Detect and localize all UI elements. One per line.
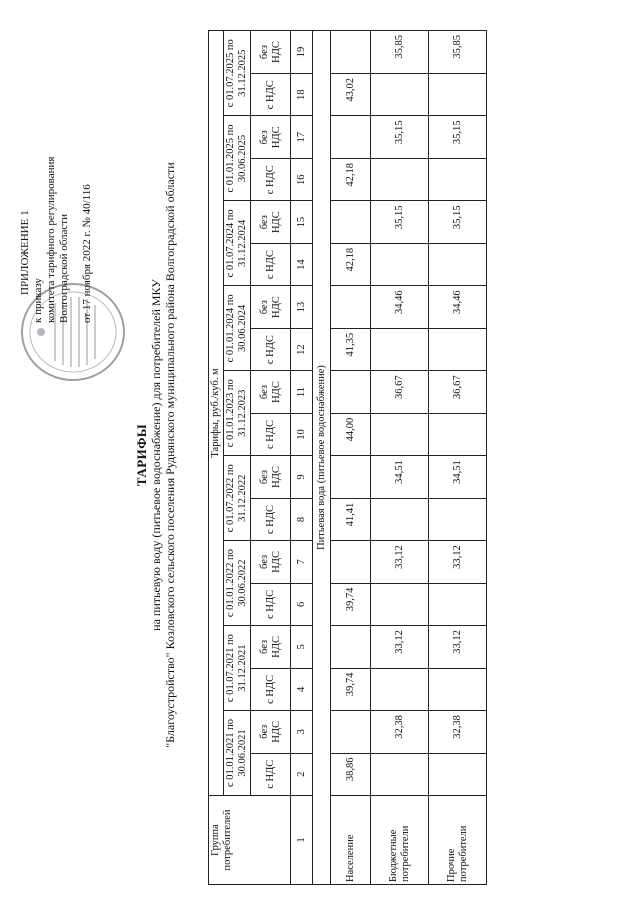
- table-cell: 33,12: [371, 541, 429, 583]
- table-cell: [331, 116, 371, 158]
- group-header: Группа потребителей: [209, 796, 291, 885]
- vat-without-header: без НДС: [251, 31, 291, 74]
- column-number: 17: [291, 116, 313, 158]
- period-header: с 01.01.2022 по 30.06.2022: [224, 541, 251, 626]
- appendix-committee: комитета тарифного регулирования: [45, 156, 57, 323]
- column-number: 7: [291, 541, 313, 583]
- table-cell: 33,12: [429, 626, 487, 668]
- table-cell: 35,85: [371, 31, 429, 74]
- title-heading: ТАРИФЫ: [134, 423, 149, 487]
- header-row-vat: [251, 31, 291, 885]
- period-header: с 01.01.2025 по 30.06.2025: [224, 116, 251, 201]
- table-cell: [371, 753, 429, 795]
- table-cell: 34,46: [371, 286, 429, 328]
- table-cell: [371, 328, 429, 370]
- period-header: с 01.07.2025 по 31.12.2025: [224, 31, 251, 117]
- table-cell: [331, 456, 371, 498]
- table-cell: 34,51: [429, 456, 487, 498]
- row-label: Прочие потребители: [429, 796, 487, 885]
- appendix-reference: [19, 123, 94, 383]
- vat-without-header: без НДС: [251, 371, 291, 413]
- table-cell: [331, 711, 371, 753]
- table-cell: 35,85: [429, 31, 487, 74]
- table-cell: 36,67: [371, 371, 429, 413]
- column-number: 15: [291, 201, 313, 243]
- document-page: [5, 15, 635, 895]
- table-cell: [429, 74, 487, 116]
- table-cell: [371, 668, 429, 710]
- title-line-2: на питьевую воду (питьевое водоснабжение) для потребителей МКУ: [149, 279, 163, 631]
- table-cell: [429, 413, 487, 455]
- appendix-title: ПРИЛОЖЕНИЕ 1: [19, 210, 31, 295]
- title-line-3: "Благоустройство" Козловского сельского поселения Руднянского муниципального района Волгоградской области: [163, 162, 177, 748]
- period-header: с 01.01.2024 по 30.06.2024: [224, 286, 251, 371]
- period-header: с 01.07.2022 по 31.12.2022: [224, 456, 251, 541]
- table-cell: [429, 583, 487, 625]
- vat-without-header: без НДС: [251, 626, 291, 668]
- table-cell: 36,67: [429, 371, 487, 413]
- table-cell: 39,74: [331, 668, 371, 710]
- column-number: 4: [291, 668, 313, 710]
- table-cell: [331, 541, 371, 583]
- vat-with-header: с НДС: [251, 498, 291, 540]
- table-cell: 35,15: [371, 116, 429, 158]
- table-cell: 33,12: [371, 626, 429, 668]
- table-cell: 41,35: [331, 328, 371, 370]
- table-cell: 35,15: [371, 201, 429, 243]
- vat-without-header: без НДС: [251, 116, 291, 158]
- table-cell: [429, 243, 487, 285]
- table-row: [371, 31, 429, 885]
- column-number: 19: [291, 31, 313, 74]
- period-header: с 01.07.2021 по 31.12.2021: [224, 626, 251, 711]
- table-cell: [331, 626, 371, 668]
- column-number: 16: [291, 158, 313, 200]
- column-number: 3: [291, 711, 313, 753]
- period-header: с 01.01.2023 по 31.12.2023: [224, 371, 251, 456]
- column-number: 14: [291, 243, 313, 285]
- column-number: 10: [291, 413, 313, 455]
- vat-without-header: без НДС: [251, 456, 291, 498]
- vat-with-header: с НДС: [251, 243, 291, 285]
- column-number: 1: [291, 796, 313, 885]
- vat-with-header: с НДС: [251, 753, 291, 795]
- table-cell: [429, 328, 487, 370]
- table-cell: 32,38: [371, 711, 429, 753]
- table-cell: [371, 498, 429, 540]
- table-row: [429, 31, 487, 885]
- column-number: 12: [291, 328, 313, 370]
- table-cell: [429, 158, 487, 200]
- column-number: 8: [291, 498, 313, 540]
- header-row-1: [209, 31, 224, 885]
- table-cell: 39,74: [331, 583, 371, 625]
- vat-without-header: без НДС: [251, 711, 291, 753]
- vat-with-header: с НДС: [251, 668, 291, 710]
- row-label: Население: [331, 796, 371, 885]
- period-header: с 01.01.2021 по 30.06.2021: [224, 711, 251, 796]
- table-cell: [429, 668, 487, 710]
- table-cell: 33,12: [429, 541, 487, 583]
- table-cell: [371, 74, 429, 116]
- column-number: 11: [291, 371, 313, 413]
- table-cell: [371, 583, 429, 625]
- column-number: 9: [291, 456, 313, 498]
- section-row: [313, 31, 331, 885]
- section-title: Питьевая вода (питьевое водоснабжение): [313, 31, 331, 885]
- tariff-table: [208, 30, 487, 885]
- tariff-header: Тарифы, руб./куб. м: [209, 31, 224, 796]
- table-cell: [371, 413, 429, 455]
- column-number: 13: [291, 286, 313, 328]
- column-number: 6: [291, 583, 313, 625]
- appendix-order: к приказу: [32, 277, 44, 323]
- table-cell: 38,86: [331, 753, 371, 795]
- table-cell: [429, 753, 487, 795]
- table-cell: 35,15: [429, 201, 487, 243]
- table-cell: 34,51: [371, 456, 429, 498]
- table-row: [331, 31, 371, 885]
- table-cell: 43,02: [331, 74, 371, 116]
- table-cell: 42,18: [331, 243, 371, 285]
- table-cell: [429, 498, 487, 540]
- vat-with-header: с НДС: [251, 413, 291, 455]
- period-header: с 01.07.2024 по 31.12.2024: [224, 201, 251, 286]
- vat-with-header: с НДС: [251, 328, 291, 370]
- table-cell: 44,00: [331, 413, 371, 455]
- appendix-region: Волгоградской области: [58, 214, 70, 323]
- table-cell: [371, 158, 429, 200]
- column-number: 2: [291, 753, 313, 795]
- table-cell: 41,41: [331, 498, 371, 540]
- vat-with-header: с НДС: [251, 583, 291, 625]
- table-cell: [331, 286, 371, 328]
- appendix-date: от 17 ноября 2022 г. № 40/116: [81, 184, 93, 323]
- header-row-periods: [224, 31, 251, 885]
- table-cell: [331, 31, 371, 74]
- vat-without-header: без НДС: [251, 541, 291, 583]
- document-title: [135, 15, 177, 895]
- table-cell: 34,46: [429, 286, 487, 328]
- table-cell: [331, 201, 371, 243]
- vat-without-header: без НДС: [251, 286, 291, 328]
- column-number-row: [291, 31, 313, 885]
- column-number: 5: [291, 626, 313, 668]
- vat-with-header: с НДС: [251, 74, 291, 116]
- vat-with-header: с НДС: [251, 158, 291, 200]
- column-number: 18: [291, 74, 313, 116]
- table-cell: [371, 243, 429, 285]
- vat-without-header: без НДС: [251, 201, 291, 243]
- row-label: Бюджетные потребители: [371, 796, 429, 885]
- table-cell: 42,18: [331, 158, 371, 200]
- table-cell: 35,15: [429, 116, 487, 158]
- table-cell: [331, 371, 371, 413]
- table-cell: 32,38: [429, 711, 487, 753]
